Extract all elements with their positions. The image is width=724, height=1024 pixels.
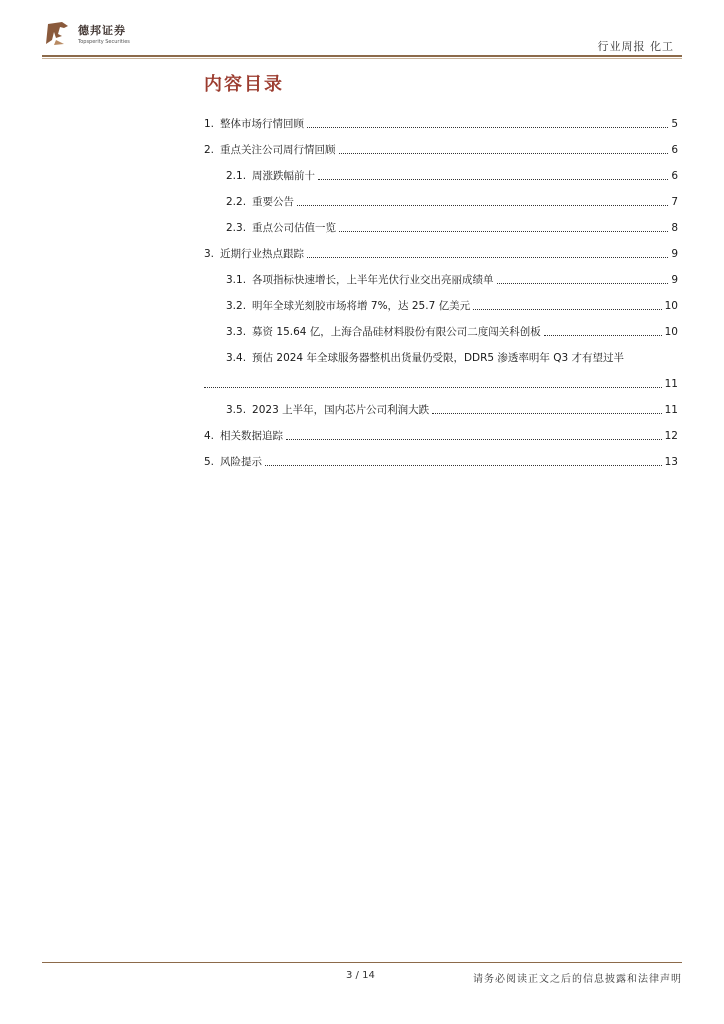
toc-entry-page: 6 — [671, 170, 678, 182]
toc-entry-number: 2. — [204, 144, 215, 156]
toc-entry-number: 2.3. — [226, 222, 247, 234]
toc-entry-number: 2.2. — [226, 196, 247, 208]
toc-entry[interactable] — [204, 105, 678, 131]
toc-entry-continuation[interactable] — [204, 365, 678, 391]
toc-entry[interactable] — [204, 235, 678, 261]
toc-entry-page: 10 — [664, 326, 678, 338]
toc-entry[interactable] — [204, 287, 678, 313]
toc-entry[interactable] — [204, 157, 678, 183]
table-of-contents — [204, 105, 678, 469]
toc-entry-number: 3.2. — [226, 300, 247, 312]
toc-entry-number: 3.5. — [226, 404, 247, 416]
toc-entry-text: 2023 上半年，国内芯片公司利润大跌 — [252, 404, 430, 416]
toc-entry-text: 近期行业热点跟踪 — [220, 248, 305, 260]
toc-leader-dots — [544, 335, 662, 336]
toc-entry-page: 12 — [664, 430, 678, 442]
header-divider — [42, 55, 682, 57]
page-number: 3 / 14 — [346, 970, 375, 981]
footer-disclaimer: 请务必阅读正文之后的信息披露和法律声明 — [473, 974, 682, 985]
toc-entry-page: 9 — [671, 274, 678, 286]
toc-entry-number: 1. — [204, 118, 215, 130]
toc-entry[interactable] — [204, 183, 678, 209]
logo-name-cn: 德邦证券 — [78, 23, 126, 37]
toc-entry-number: 3.3. — [226, 326, 247, 338]
toc-entry-page: 8 — [671, 222, 678, 234]
toc-entry-number: 3.1. — [226, 274, 247, 286]
toc-title: 内容目录 — [204, 74, 284, 95]
toc-entry-number: 3.4. — [226, 352, 247, 364]
toc-entry-text: 明年全球光刻胶市场将增 7%，达 25.7 亿美元 — [252, 300, 471, 312]
toc-entry-page: 7 — [671, 196, 678, 208]
toc-entry[interactable] — [204, 443, 678, 469]
toc-leader-dots — [307, 127, 668, 128]
toc-entry[interactable] — [204, 261, 678, 287]
toc-entry-page: 13 — [664, 456, 678, 468]
logo-name-en: Topsperity Securities — [78, 38, 130, 45]
company-logo — [42, 18, 130, 48]
header-divider-thin — [42, 58, 682, 59]
toc-entry-text: 风险提示 — [220, 456, 263, 468]
toc-entry-page: 6 — [671, 144, 678, 156]
toc-entry-text: 重要公告 — [252, 196, 295, 208]
toc-leader-dots — [286, 439, 662, 440]
toc-entry-number: 2.1. — [226, 170, 247, 182]
toc-leader-dots — [339, 231, 668, 232]
toc-entry-number: 5. — [204, 456, 215, 468]
toc-entry-page: 10 — [664, 300, 678, 312]
toc-leader-dots — [265, 465, 662, 466]
toc-leader-dots — [497, 283, 669, 284]
toc-entry-text: 重点关注公司周行情回顾 — [220, 144, 336, 156]
toc-leader-dots — [318, 179, 668, 180]
toc-entry-text: 整体市场行情回顾 — [220, 118, 305, 130]
toc-entry-text: 相关数据追踪 — [220, 430, 284, 442]
toc-entry-text: 预估 2024 年全球服务器整机出货量仍受限，DDR5 渗透率明年 Q3 才有望过半 — [252, 352, 625, 364]
toc-entry-text: 周涨跌幅前十 — [252, 170, 316, 182]
toc-entry-text: 募资 15.64 亿，上海合晶硅材料股份有限公司二度闯关科创板 — [252, 326, 541, 338]
toc-leader-dots — [432, 413, 662, 414]
report-category: 行业周报 化工 — [597, 40, 674, 53]
toc-entry[interactable] — [204, 313, 678, 339]
toc-entry[interactable] — [204, 417, 678, 443]
toc-entry-page: 9 — [671, 248, 678, 260]
toc-entry-text: 各项指标快速增长，上半年光伏行业交出亮丽成绩单 — [252, 274, 494, 286]
toc-entry-page: 11 — [664, 404, 678, 416]
toc-leader-dots — [204, 387, 662, 388]
toc-entry-text: 重点公司估值一览 — [252, 222, 337, 234]
toc-entry-page: 5 — [671, 118, 678, 130]
company-logo-icon — [42, 18, 72, 48]
toc-entry[interactable] — [204, 131, 678, 157]
toc-leader-dots — [339, 153, 669, 154]
toc-entry-number: 4. — [204, 430, 215, 442]
toc-leader-dots — [297, 205, 668, 206]
toc-entry[interactable] — [204, 339, 678, 365]
toc-leader-dots — [473, 309, 662, 310]
toc-entry[interactable] — [204, 209, 678, 235]
toc-entry-number: 3. — [204, 248, 215, 260]
toc-leader-dots — [307, 257, 668, 258]
footer-divider — [42, 962, 682, 963]
toc-entry[interactable] — [204, 391, 678, 417]
toc-entry-page: 11 — [664, 378, 678, 390]
